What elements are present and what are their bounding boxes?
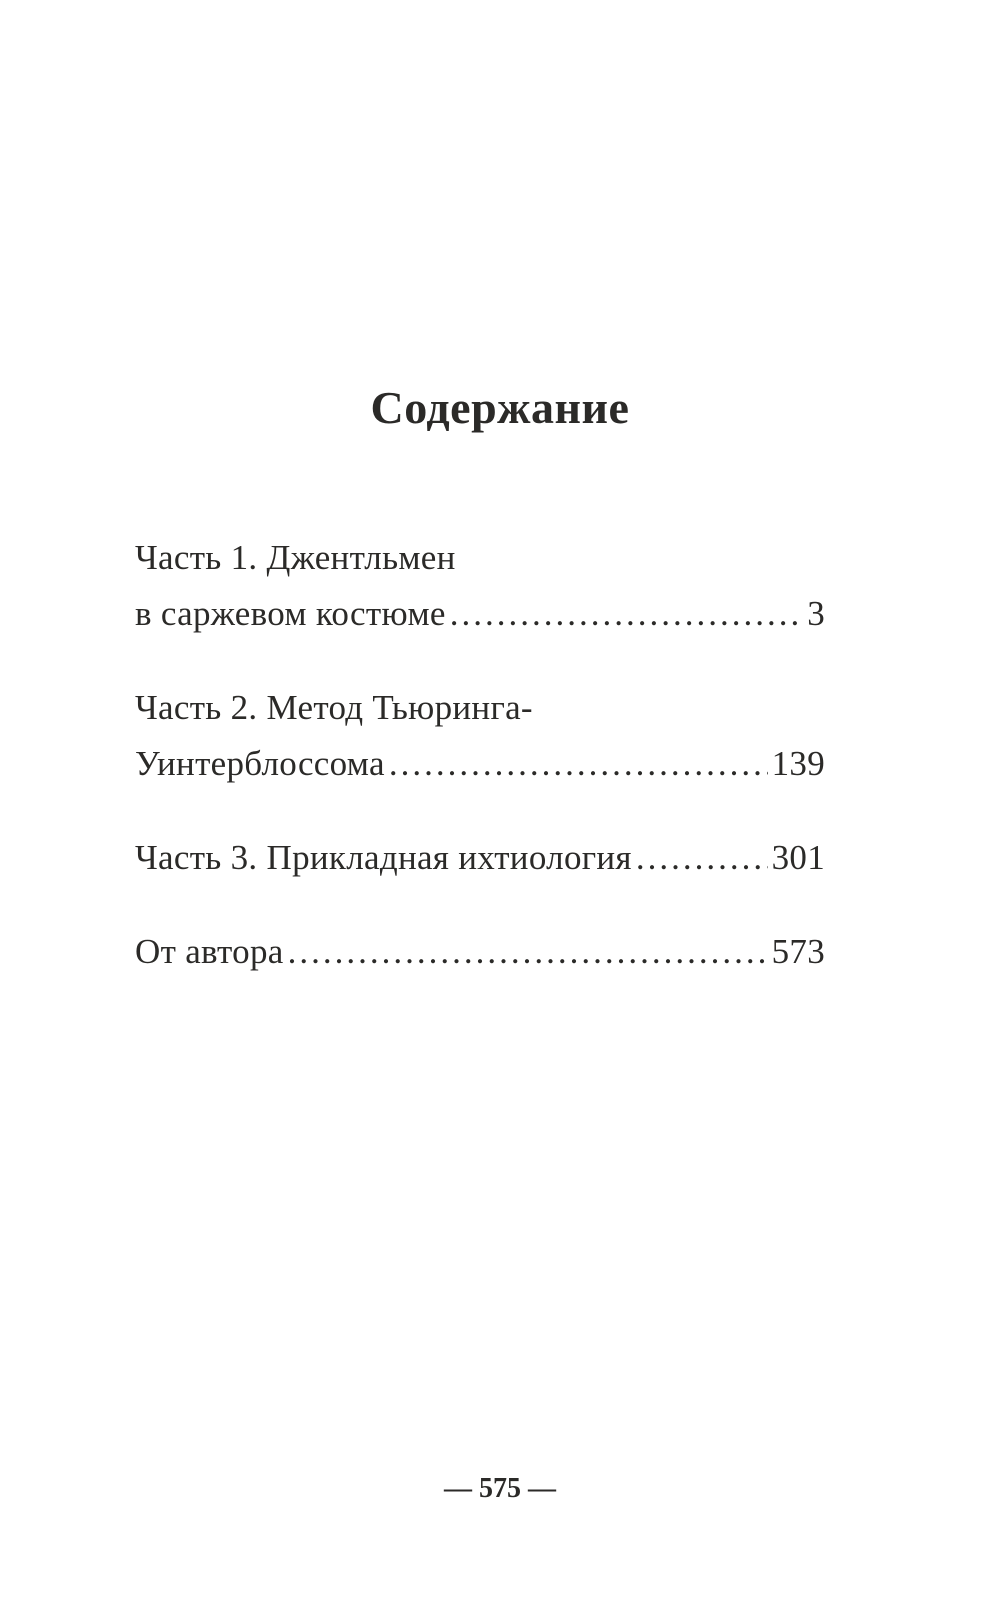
dot-leader [389, 736, 768, 792]
toc-entry-title: Часть 3. Прикладная ихтиология [135, 838, 632, 877]
dot-leader [636, 830, 768, 886]
page-number-footer: — 575 — [444, 1473, 556, 1504]
toc-entry-title: От автора [135, 932, 284, 971]
toc-entry-part-3 [135, 830, 825, 886]
dot-leader [288, 924, 768, 980]
toc-entry-title: Часть 1. Джентльмен [135, 538, 456, 577]
toc-entry-title: Часть 2. Метод Тьюринга- [135, 688, 533, 727]
toc-page-number: 3 [807, 594, 825, 633]
toc-page-number: 573 [771, 932, 825, 971]
table-of-contents [135, 530, 825, 980]
toc-page-number: 301 [771, 838, 825, 877]
dot-leader [450, 586, 803, 642]
toc-entry-author-note [135, 924, 825, 980]
toc-page-number: 139 [771, 744, 825, 783]
toc-entry-line [135, 680, 825, 736]
toc-entry-part-1 [135, 530, 825, 642]
toc-entry-line [135, 530, 825, 586]
toc-entry-line [135, 924, 825, 980]
toc-entry-line [135, 586, 825, 642]
toc-entry-line [135, 736, 825, 792]
toc-entry-part-2 [135, 680, 825, 792]
toc-entry-line [135, 830, 825, 886]
toc-entry-title: Уинтерблоссома [135, 744, 385, 783]
toc-entry-title: в саржевом костюме [135, 594, 446, 633]
page-title: Содержание [370, 382, 630, 433]
